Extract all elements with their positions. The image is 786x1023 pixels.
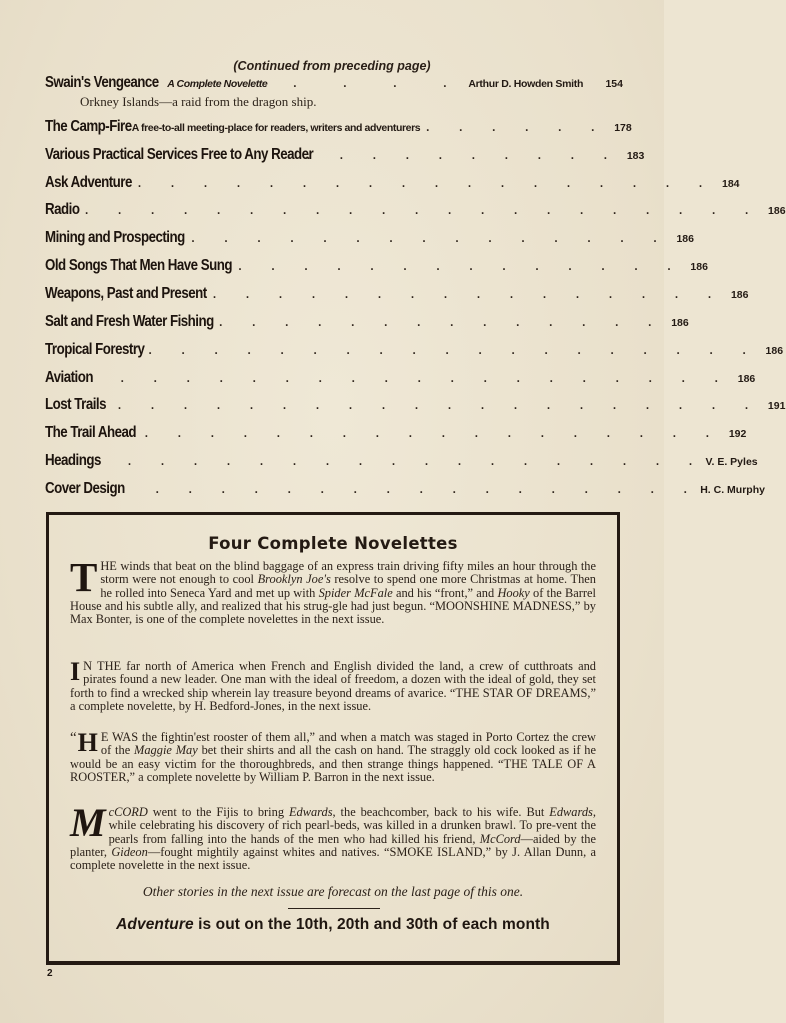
blurb-italic: Maggie May	[134, 743, 198, 758]
toc-title: Lost Trails	[45, 396, 107, 413]
drop-cap: H	[77, 728, 98, 757]
toc-page: 192	[728, 428, 747, 440]
toc-row[interactable]	[45, 201, 786, 223]
blurb-text: , the beachcomber, back to his wife. But	[332, 805, 550, 819]
toc-page: 183	[626, 150, 645, 162]
blurb-italic: Edwards	[549, 805, 593, 819]
toc-title: Various Practical Services Free to Any Reader	[45, 146, 314, 163]
forecast-note: Other stories in the next issue are forecast on the last page of this one.	[142, 884, 524, 899]
blurb-text: resolve to spend one more Christmas at home. Then he rolled into Seneca Yard and met up with	[100, 572, 596, 600]
toc-row[interactable]	[45, 118, 632, 140]
toc-row[interactable]	[45, 396, 786, 418]
toc-leader: . . . . . . . . . . . . . . . . . . . .	[117, 398, 762, 412]
toc-leader: . . . . . . . . . . . . . . . . . .	[127, 454, 706, 468]
toc-leader: . . . .	[293, 76, 469, 90]
toc-page: 154	[605, 78, 623, 90]
toc-feature-description: Orkney Islands—a raid from the dragon ship.	[80, 94, 317, 109]
toc-title: Ask Adventure	[45, 174, 132, 191]
toc-row[interactable]	[45, 146, 645, 168]
drop-cap: I	[70, 657, 81, 686]
toc-page: 186	[676, 233, 694, 245]
toc-title: Aviation	[45, 369, 93, 386]
blurb-text: , while celebrating his discovery of rich pearl-beds, was killed in a drunken brawl. To pre-vent the pearls from falling into the hands of the men who had killed his friend,	[108, 805, 596, 846]
toc-page: 186	[768, 205, 786, 217]
blurb-text: and his “front,” and	[392, 585, 498, 600]
toc-leader: . . . . . . . . . . . . . . . .	[213, 287, 725, 301]
toc-leader: . . . . . . . . . . . . . .	[238, 259, 684, 273]
toc-row[interactable]	[45, 341, 784, 363]
publication-schedule	[49, 916, 617, 934]
toc-leader: . . . . . . . . . . . . . . . . . . .	[148, 343, 760, 357]
novelette-blurb	[70, 657, 596, 713]
magazine-name: Adventure	[116, 916, 194, 933]
novelettes-announcement-box	[46, 512, 620, 965]
blurb-text: went to the Fijis to bring	[147, 805, 289, 819]
blurb-text: of the Barrel House and his subtle ally, and realized that his strug-gle had just begun. “MOONSHINE MADNESS,” by Max Bonter, is one of the complete novelettes in the next issue.	[70, 585, 596, 627]
blurb-text: HE winds that beat on the blind baggage of an express train driving fifty miles an hour through the storm were not enough to cool	[100, 559, 596, 587]
continued-note: (Continued from preceding page)	[233, 59, 431, 73]
toc-subtitle: A Complete Novelette	[167, 78, 268, 90]
toc-page: 178	[614, 122, 632, 134]
blurb-text: bet their shirts and all the cash on hand. The straggly old cock looked as if he would be an easy victim for the thoroughbreds, and then strange things happened. “THE TALE OF A ROOSTER,” a complete novelette by William P. Barron in the next issue.	[70, 743, 596, 784]
blurb-italic: Edwards	[288, 805, 333, 819]
toc-row[interactable]	[45, 452, 758, 474]
toc-leader: . . . . . . . . . . . . . . . . . .	[144, 426, 723, 440]
toc-page: 186	[765, 345, 784, 357]
blurb-italic: Gideon	[111, 844, 148, 859]
toc-credit: V. E. Pyles	[705, 456, 758, 468]
open-quote: “	[70, 730, 77, 746]
toc-leader: . . . . . . . . . . . . . . . . . .	[138, 176, 716, 190]
schedule-text: is out on the 10th, 20th and 30th of each month	[193, 916, 550, 933]
toc-leader: . . . . . . . . . . . . . . .	[191, 231, 670, 245]
toc-leader: . . . . . . . . . . . . . .	[219, 315, 665, 329]
novelette-blurb	[70, 728, 596, 784]
box-heading: Four Complete Novelettes	[208, 534, 458, 553]
toc-page: 186	[690, 261, 708, 273]
toc-title: The Trail Ahead	[45, 424, 137, 441]
blurb-text: E WAS the fightin'est rooster of them all,” and when a match was staged in Porto Cortez the crew of the	[100, 730, 596, 758]
toc-title: Headings	[45, 452, 101, 469]
page-number: 2	[47, 968, 53, 979]
toc-leader: . . . . . . . . . . . . . . . . .	[155, 482, 701, 496]
toc-row[interactable]	[45, 229, 694, 251]
novelette-blurb	[70, 800, 597, 873]
toc-row[interactable]	[45, 369, 756, 391]
novelette-blurb	[70, 554, 596, 627]
toc-row[interactable]	[45, 285, 749, 307]
toc-row[interactable]	[45, 424, 747, 446]
toc-page: 184	[722, 178, 740, 190]
blurb-text: —fought mightily against whites and natives. “SMOKE ISLAND,” by J. Allan Dunn, a complete novelette in the next issue.	[70, 844, 597, 873]
toc-leader: . . . . . . . . . . . . . . . . . . .	[120, 371, 732, 385]
toc-page: 186	[671, 317, 689, 329]
blurb-italic: Brooklyn Joe's	[257, 572, 331, 587]
blurb-italic: McCord	[479, 831, 521, 846]
toc-title: Weapons, Past and Present	[45, 285, 207, 302]
toc-page: 191	[767, 400, 786, 412]
toc-title: Old Songs That Men Have Sung	[45, 257, 233, 274]
toc-title: Radio	[45, 201, 80, 218]
blurb-italic: cCORD	[108, 805, 148, 819]
toc-title: The Camp-Fire	[45, 118, 132, 135]
toc-title: Tropical Forestry	[45, 341, 145, 358]
toc-leader: . . . . . .	[426, 120, 608, 134]
blurb-italic: Hooky	[497, 585, 530, 600]
blurb-text: —aided by the planter,	[70, 831, 596, 859]
blurb-text: N THE far north of America when French and English divided the land, a crew of cutthroats and pirates found a new leader. One man with the ideal of freedom, a dozen with the ideal of gold, they set forth to find a wrecked ship wherein lay treasure beyond dreams of avarice. “THE STAR OF DREAMS,” a complete novelette, by H. Bedford-Jones, in the next issue.	[70, 659, 596, 713]
toc-page: 186	[730, 289, 749, 301]
toc-author: Arthur D. Howden Smith	[468, 78, 584, 90]
toc-title: Salt and Fresh Water Fishing	[45, 313, 214, 330]
toc-title: Swain's Vengeance	[45, 74, 159, 91]
toc-credit: H. C. Murphy	[700, 484, 765, 496]
divider-rule	[288, 908, 380, 909]
drop-cap: T	[70, 554, 98, 600]
drop-cap: M	[70, 800, 106, 845]
toc-page: 186	[737, 373, 756, 385]
toc-title: Mining and Prospecting	[45, 229, 185, 246]
toc-title: Cover Design	[45, 480, 125, 497]
blurb-italic: Spider McFale	[318, 585, 393, 600]
toc-feature-row[interactable]	[45, 74, 623, 96]
toc-row[interactable]	[45, 313, 689, 335]
toc-leader: . . . . . . . . . . . . . . . . . . . . .	[85, 203, 762, 217]
toc-row[interactable]	[45, 480, 765, 502]
toc-row[interactable]	[45, 257, 708, 279]
toc-row[interactable]	[45, 174, 740, 196]
toc-subtitle: A free-to-all meeting-place for readers, writers and adventurers	[131, 122, 421, 134]
toc-leader: . . . . . . . . . .	[306, 148, 621, 162]
